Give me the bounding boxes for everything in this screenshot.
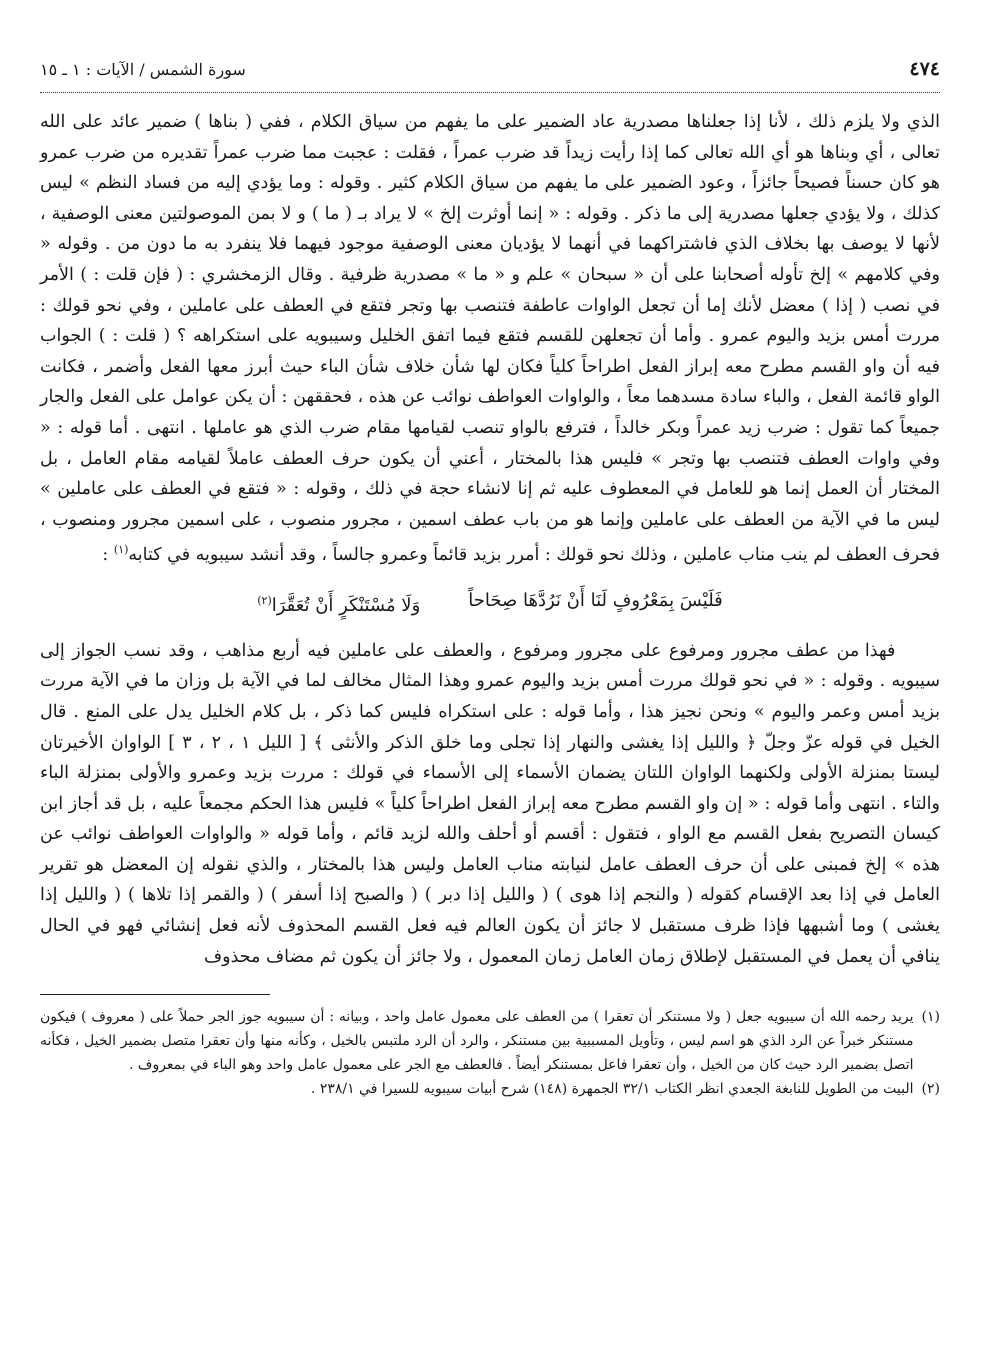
paragraph-text: الذي ولا يلزم ذلك ، لأنا إذا جعلناها مصدرية عاد الضمير على ما يفهم من سياق الكلام ، ففي ( بناها ) ضمير عائد على الله تعالى ، أي وبناها هو أي الله تعالى كما إذا رأيت زيداً قد ضرب عمراً ، فقلت : عجبت مما ضرب عمراً تقديره من ضرب عمرو هو كان حسناً فصيحاً جائزاً ، وعود الضمير على ما يفهم من سياق الكلام كثير . وقوله : وما يؤدي إليه من فساد النظم » ليس كذلك ، ولا يؤدي جعلها مصدرية إلى ما ذكر . وقوله : « إنما أوثرت إلخ » لا يراد بـ ( ما ) و لا بمن الموصولتين معنى الوصفية ، لأنها لا يوصف بها بخلاف الذي فاشتراكهما في أنهما لا يؤديان معنى الوصفية موجود فيهما فلا ينفرد به ما دون من . وقوله « وفي كلامهم » إلخ تأوله أصحابنا على أن « سبحان » علم و « ما » مصدرية ظرفية . وقال الزمخشري : ( فإن قلت : ) الأمر في نصب ( إذا ) معضل لأنك إما أن تجعل الواوات عاطفة فتنصب بها وتجر فتقع في العطف على عاملين ، وفي نحو قولك : مررت أمس بزيد واليوم عمرو . وأما أن تجعلهن للقسم فتقع فيما اتفق الخليل وسيبويه على استكراهه ؟ ( قلت : ) الجواب فيه أن واو القسم مطرح معه إبراز الفعل اطراحاً كلياً فكان لها شأن خلاف شأن الباء حيث أبرز معها الفعل وأضمر ، فكانت الواو قائمة الفعل ، والباء سادة مسدهما معاً ، والواوات العواطف نوائب عن هذه ، فحققهن : أن يكن عوامل على الفعل والجار جميعاً كما تقول : ضرب زيد عمراً وبكر خالداً ، فترفع بالواو تنصب لقيامها مقام ضرب الذي هو عاملها . انتهى . أما قوله : « وفي واوات العطف فتنصب بها وتجر » فليس هذا بالمختار ، أعني أن يكون حرف العطف عاملاً لقيامه مقام العامل ، بل المختار أن العمل إنما هو للعامل في المعطوف عليه ثم إنا لانشاء حجة في ذلك ، وقوله : « فتقع في العطف على عاملين » ليس ما في الآية من العطف على عاملين وإنما هو من باب عطف اسمين ، مجرور منصوب ، على اسمين مجرور ومنصوب ، فحرف العطف لم ينب مناب عاملين ، وذلك نحو قولك : أمرر بزيد قائماً وعمرو جالساً ، وقد أنشد سيبويه في كتابه <box>40 112 940 566</box>
footnote <box>40 1077 940 1101</box>
footnote-ref: (٢) <box>257 593 272 607</box>
verse-first-hemistich: فَلَيْسَ بِمَعْرُوفٍ لَنَا أَنْ نَرُدَّهَا صِحَاحاً <box>468 589 723 611</box>
paragraph-text-end: : <box>102 545 114 566</box>
running-title: سورة الشمس / الآيات : ١ ـ ١٥ <box>40 60 246 79</box>
main-text <box>40 107 940 972</box>
page-header <box>40 58 940 93</box>
footnote-divider <box>40 994 270 995</box>
paragraph <box>40 636 940 973</box>
page-number: ٤٧٤ <box>909 58 940 80</box>
book-page <box>40 58 940 1101</box>
footnote-text: البيت من الطويل للنابغة الجعدي انظر الكتاب ٣٢/١ الجمهرة (١٤٨) شرح أبيات سيبويه للسيرا في ٢٣٨/١ . <box>310 1081 914 1098</box>
paragraph-text: فهذا من عطف مجرور ومرفوع على مجرور ومرفوع ، والعطف على عاملين فيه أربع مذاهب ، وقد نسب الجواز إلى سيبويه . وقوله : « في نحو قولك مررت أمس بزيد واليوم عمرو وهذا المثال مخالف لما في الآية بل وزان ما في الآية مررت بزيد أمس وعمر واليوم » ونحن نجيز هذا ، وأما قوله : على استكراه فليس كما ذكر ، بل كلام الخليل يدل على المنع . قال الخيل في قوله عزّ وجلّ ﴿ والليل إذا يغشى والنهار إذا تجلى وما خلق الذكر والأنثى ﴾ [ الليل ١ ، ٢ ، ٣ ] الواوان الأخيرتان ليستا بمنزلة الأولى ولكنهما الواوان اللتان يضمان الأسماء إلى الأسماء في قولك : مررت بزيد وعمرو والأولى بمنزلة الباء والتاء . انتهى وأما قوله : « إن واو القسم مطرح معه إبراز الفعل اطراحاً كلياً » فليس هذا الحكم مجمعاً عليه ، بل قد أجاز ابن كيسان التصريح بفعل القسم مع الواو ، فتقول : أقسم أو أحلف والله لزيد قائم ، وأما قوله « والواوات العواطف نوائب عن هذه » إلخ فمبنى على أن حرف العطف عامل لنيابته مناب العامل وليس هذا بالمختار ، والذي نقوله إن المعضل هو تقرير العامل في إذا بعد الإقسام كقوله ( والنجم إذا هوى ) ( والليل إذا دبر ) ( والصبح إذا أسفر ) ( والقمر إذا تلاها ) ( والليل إذا يغشى ) وما أشبهها فإذا ظرف مستقبل لا جائز أن يكون العالم فيه فعل القسم المحذوف لأنه فعل إنشائي فهو في الحال ينافي أن يعمل في المستقبل لإطلاق زمان العامل زمان المعمول ، ولا جائز أن يكون ثم مضاف محذوف <box>40 640 940 967</box>
footnote-text: يريد رحمه الله أن سيبويه جعل ( ولا مستنكر أن تعقرا ) من العطف على معمول عامل واحد ، وبيانه : أن سيبويه جوز الجر حملاً على ( معروف ) فيكون مستنكر خبراً عن الرد الذي هو اسم ليس ، وتأويل المسببية بين مستنكر ، والرد أن الرد ملتبس بالخيل ، وكأنه منها وأن تعقرا متصل بضمير الخيل ، فكأنه اتصل بضمير الرد حيث كان من الخيل ، وأن تعقرا فاعل بمستنكر أيضاً . فالعطف مع الجر على معمول عامل واحد وهو الباء في بمعروف . <box>40 1009 914 1074</box>
poetry-verse <box>40 577 940 630</box>
footnote <box>40 1005 940 1077</box>
footnote-number: (١) <box>921 1009 940 1026</box>
paragraph <box>40 107 940 571</box>
footnote-number: (٢) <box>921 1081 940 1098</box>
footnote-ref: (١) <box>113 543 129 557</box>
verse-second-hemistich: وَلَا مُسْتَنْكَرٍ أَنْ تُعَقَّرَا$^{(٢)}$ <box>257 593 421 616</box>
footnotes <box>40 1005 940 1101</box>
